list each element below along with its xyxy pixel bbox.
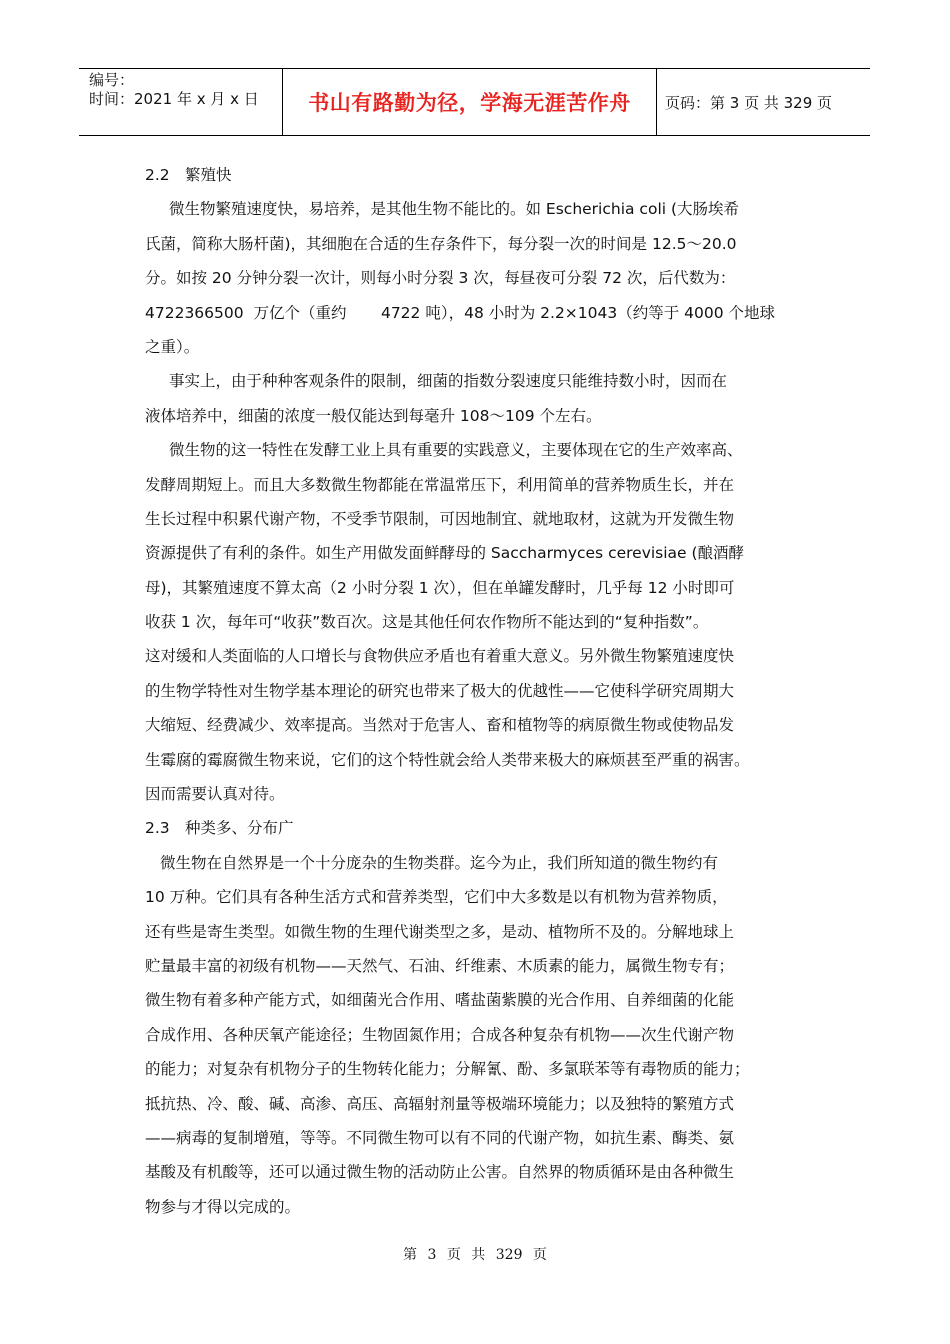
paragraph-line: 物参与才得以完成的。	[145, 1197, 301, 1216]
section-number: 2.2	[145, 166, 170, 184]
section-heading-2-2	[145, 158, 800, 192]
paragraph-line: 大缩短、经费减少、效率提高。当然对于危害人、畜和植物等的病原微生物或使物品发	[145, 716, 735, 735]
paragraph-line: 还有些是寄生类型。如微生物的生理代谢类型之多，是动、植物所不及的。分解地球上	[145, 922, 735, 941]
paragraph-line: 抵抗热、冷、酸、碱、高渗、高压、高辐射剂量等极端环境能力；以及独特的繁殖方式	[145, 1094, 735, 1113]
paragraph-line: ——病毒的复制增殖，等等。不同微生物可以有不同的代谢产物，如抗生素、酶类、氨	[145, 1128, 735, 1147]
paragraph-line: 母)，其繁殖速度不算太高（2 小时分裂 1 次），但在单罐发酵时，几乎每 12 小时即可	[145, 578, 735, 597]
paragraph-line: 基酸及有机酸等，还可以通过微生物的活动防止公害。自然界的物质循环是由各种微生	[145, 1163, 735, 1182]
header-meta	[79, 69, 283, 135]
paragraph-line: 分。如按 20 分钟分裂一次计，则每小时分裂 3 次，每昼夜可分裂 72 次，后代数为：	[145, 269, 736, 288]
section-title: 种类多、分布广	[185, 819, 294, 838]
paragraph-line: 的生物学特性对生物学基本理论的研究也带来了极大的优越性——它使科学研究周期大	[145, 681, 735, 700]
paragraph-line: 合成作用、各种厌氧产能途径；生物固氮作用；合成各种复杂有机物——次生代谢产物	[145, 1025, 735, 1044]
paragraph-line: 资源提供了有利的条件。如生产用做发面鲜酵母的 Saccharmyces cerevisiae (酿酒酵	[145, 544, 745, 563]
paragraph-line: 生霉腐的霉腐微生物来说，它们的这个特性就会给人类带来极大的麻烦甚至严重的祸害。	[145, 750, 750, 769]
page-info: 页码：第 3 页 共 329 页	[665, 93, 833, 112]
time-label: 时间：2021 年 x 月 x 日	[89, 90, 259, 108]
paragraph-line: 微生物繁殖速度快，易培养，是其他生物不能比的。如 Escherichia coli (大肠埃希	[169, 200, 740, 219]
section-title: 繁殖快	[185, 166, 232, 184]
paragraph-line: 氏菌，简称大肠杆菌)，其细胞在合适的生存条件下，每分裂一次的时间是 12.5～20.0	[145, 234, 737, 253]
paragraph-line: 收获 1 次，每年可“收获”数百次。这是其他任何农作物所不能达到的“复种指数”。	[145, 613, 709, 632]
paragraph-line: 生长过程中积累代谢产物，不受季节限制，可因地制宜、就地取材，这就为开发微生物	[145, 509, 735, 528]
paragraph-line: 这对缓和人类面临的人口增长与食物供应矛盾也有着重大意义。另外微生物繁殖速度快	[145, 647, 735, 666]
paragraph-line: 贮量最丰富的初级有机物——天然气、石油、纤维素、木质素的能力，属微生物专有；	[145, 956, 735, 975]
paragraph-line: 微生物在自然界是一个十分庞杂的生物类群。迄今为止，我们所知道的微生物约有	[160, 853, 719, 872]
document-body	[145, 158, 800, 1224]
section-heading-2-3	[145, 811, 800, 845]
paragraph-line: 因而需要认真对待。	[145, 785, 285, 804]
motto: 书山有路勤为径，学海无涯苦作舟	[283, 69, 657, 135]
paragraph-line: 发酵周期短上。而且大多数微生物都能在常温常压下，利用简单的营养物质生长，并在	[145, 475, 735, 494]
paragraph-line: 的能力；对复杂有机物分子的生物转化能力；分解氰、酚、多氯联苯等有毒物质的能力；	[145, 1060, 750, 1079]
paragraph-line: 10 万种。它们具有各种生活方式和营养类型，它们中大多数是以有机物为营养物质，	[145, 888, 728, 907]
paragraph-line: 之重）。	[145, 337, 200, 356]
number-label: 编号：	[89, 71, 135, 89]
paragraph-line: 4722366500 万亿个（重约 4722 吨），48 小时为 2.2×1043（约等于 4000 个地球	[145, 303, 776, 322]
paragraph-line: 事实上，由于种种客观条件的限制，细菌的指数分裂速度只能维持数小时，因而在	[169, 372, 728, 391]
paragraph-line: 液体培养中，细菌的浓度一般仅能达到每毫升 108～109 个左右。	[145, 406, 602, 425]
page-header	[79, 68, 870, 136]
section-number: 2.3	[145, 819, 170, 838]
page-footer: 第 3 页 共 329 页	[403, 1247, 547, 1263]
paragraph-line: 微生物有着多种产能方式，如细菌光合作用、嗜盐菌紫膜的光合作用、自养细菌的化能	[145, 991, 735, 1010]
paragraph-line: 微生物的这一特性在发酵工业上具有重要的实践意义，主要体现在它的生产效率高、	[169, 441, 743, 460]
